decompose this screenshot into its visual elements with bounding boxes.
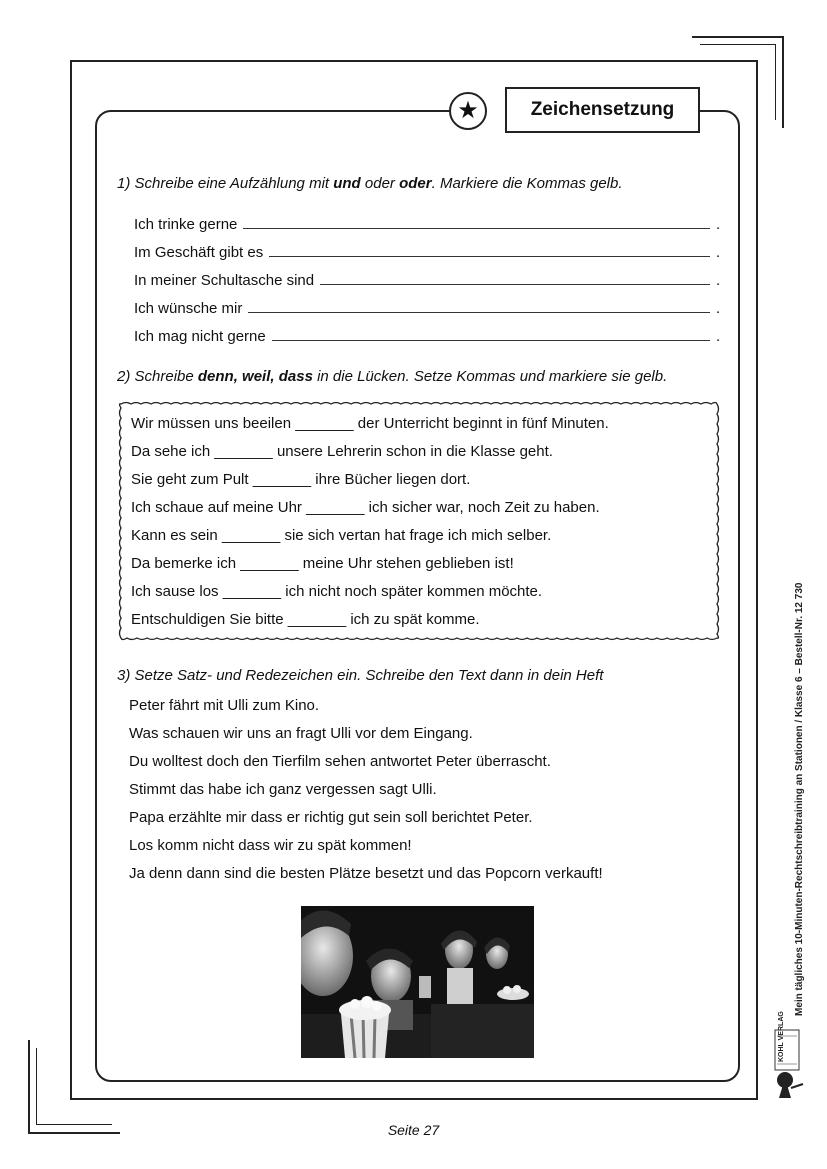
fill-in-row[interactable]: Ich trinke gerne . [134, 216, 721, 233]
text-line: Peter fährt mit Ulli zum Kino. [129, 697, 320, 714]
wavy-text-box [117, 400, 721, 642]
gap-sentence: Sie geht zum Pult _______ ihre Bücher liegen dort. [131, 471, 471, 488]
gap-sentence: Wir müssen uns beeilen _______ der Unterricht beginnt in fünf Minuten. [131, 415, 609, 432]
page-title: Zeichensetzung [505, 87, 700, 133]
gap-sentence: Da sehe ich _______ unsere Lehrerin schon in die Klasse geht. [131, 443, 553, 460]
task1-heading: 1) Schreibe eine Aufzählung mit und oder oder. Markiere die Kommas gelb. [117, 175, 623, 192]
text-line: Was schauen wir uns an fragt Ulli vor dem Eingang. [129, 725, 473, 742]
gap-sentence: Ich sause los _______ ich nicht noch später kommen möchte. [131, 583, 543, 600]
header-connector [487, 108, 505, 112]
gap-sentence: Kann es sein _______ sie sich vertan hat frage ich mich selber. [131, 527, 552, 544]
fill-in-row[interactable]: Im Geschäft gibt es . [134, 244, 721, 261]
corner-decoration [36, 1048, 37, 1124]
corner-decoration [775, 44, 776, 120]
task2-heading: 2) Schreibe denn, weil, dass in die Lücken. Setze Kommas und markiere sie gelb. [117, 368, 668, 385]
text-line: Ja denn dann sind die besten Plätze besetzt und das Popcorn verkauft! [129, 865, 603, 882]
fill-in-row[interactable]: In meiner Schultasche sind . [134, 272, 721, 289]
text-line: Du wolltest doch den Tierfilm sehen antwortet Peter überrascht. [129, 753, 551, 770]
text-line: Papa erzählte mir dass er richtig gut sein soll berichtet Peter. [129, 809, 533, 826]
fill-in-row[interactable]: Ich wünsche mir . [134, 300, 721, 317]
corner-decoration [28, 1040, 30, 1132]
answer-line[interactable] [272, 340, 710, 341]
task3-heading: 3) Setze Satz- und Redezeichen ein. Schreibe den Text dann in dein Heft [117, 667, 604, 684]
answer-line[interactable] [269, 256, 710, 257]
answer-line[interactable] [243, 228, 710, 229]
publisher-logo [769, 1028, 805, 1100]
page-number: Seite 27 [387, 1122, 440, 1138]
corner-decoration [782, 36, 784, 128]
cinema-children-photo [301, 906, 534, 1058]
corner-decoration [700, 44, 776, 45]
gap-sentence: Entschuldigen Sie bitte _______ ich zu spät komme. [131, 611, 480, 628]
answer-line[interactable] [248, 312, 710, 313]
side-publication-info: Mein tägliches 10-Minuten-Rechtschreibtraining an Stationen / Klasse 6 – Bestell-Nr. 12 730 [794, 582, 805, 1016]
answer-line[interactable] [320, 284, 710, 285]
gap-sentence: Ich schaue auf meine Uhr _______ ich sicher war, noch Zeit zu haben. [131, 499, 600, 516]
publisher-name: KOHL VERLAG [778, 1011, 785, 1062]
fill-in-row[interactable]: Ich mag nicht gerne . [134, 328, 721, 345]
star-icon: ★ [449, 92, 487, 130]
text-line: Stimmt das habe ich ganz vergessen sagt Ulli. [129, 781, 437, 798]
gap-sentence: Da bemerke ich _______ meine Uhr stehen geblieben ist! [131, 555, 514, 572]
corner-decoration [692, 36, 784, 38]
text-line: Los komm nicht dass wir zu spät kommen! [129, 837, 412, 854]
